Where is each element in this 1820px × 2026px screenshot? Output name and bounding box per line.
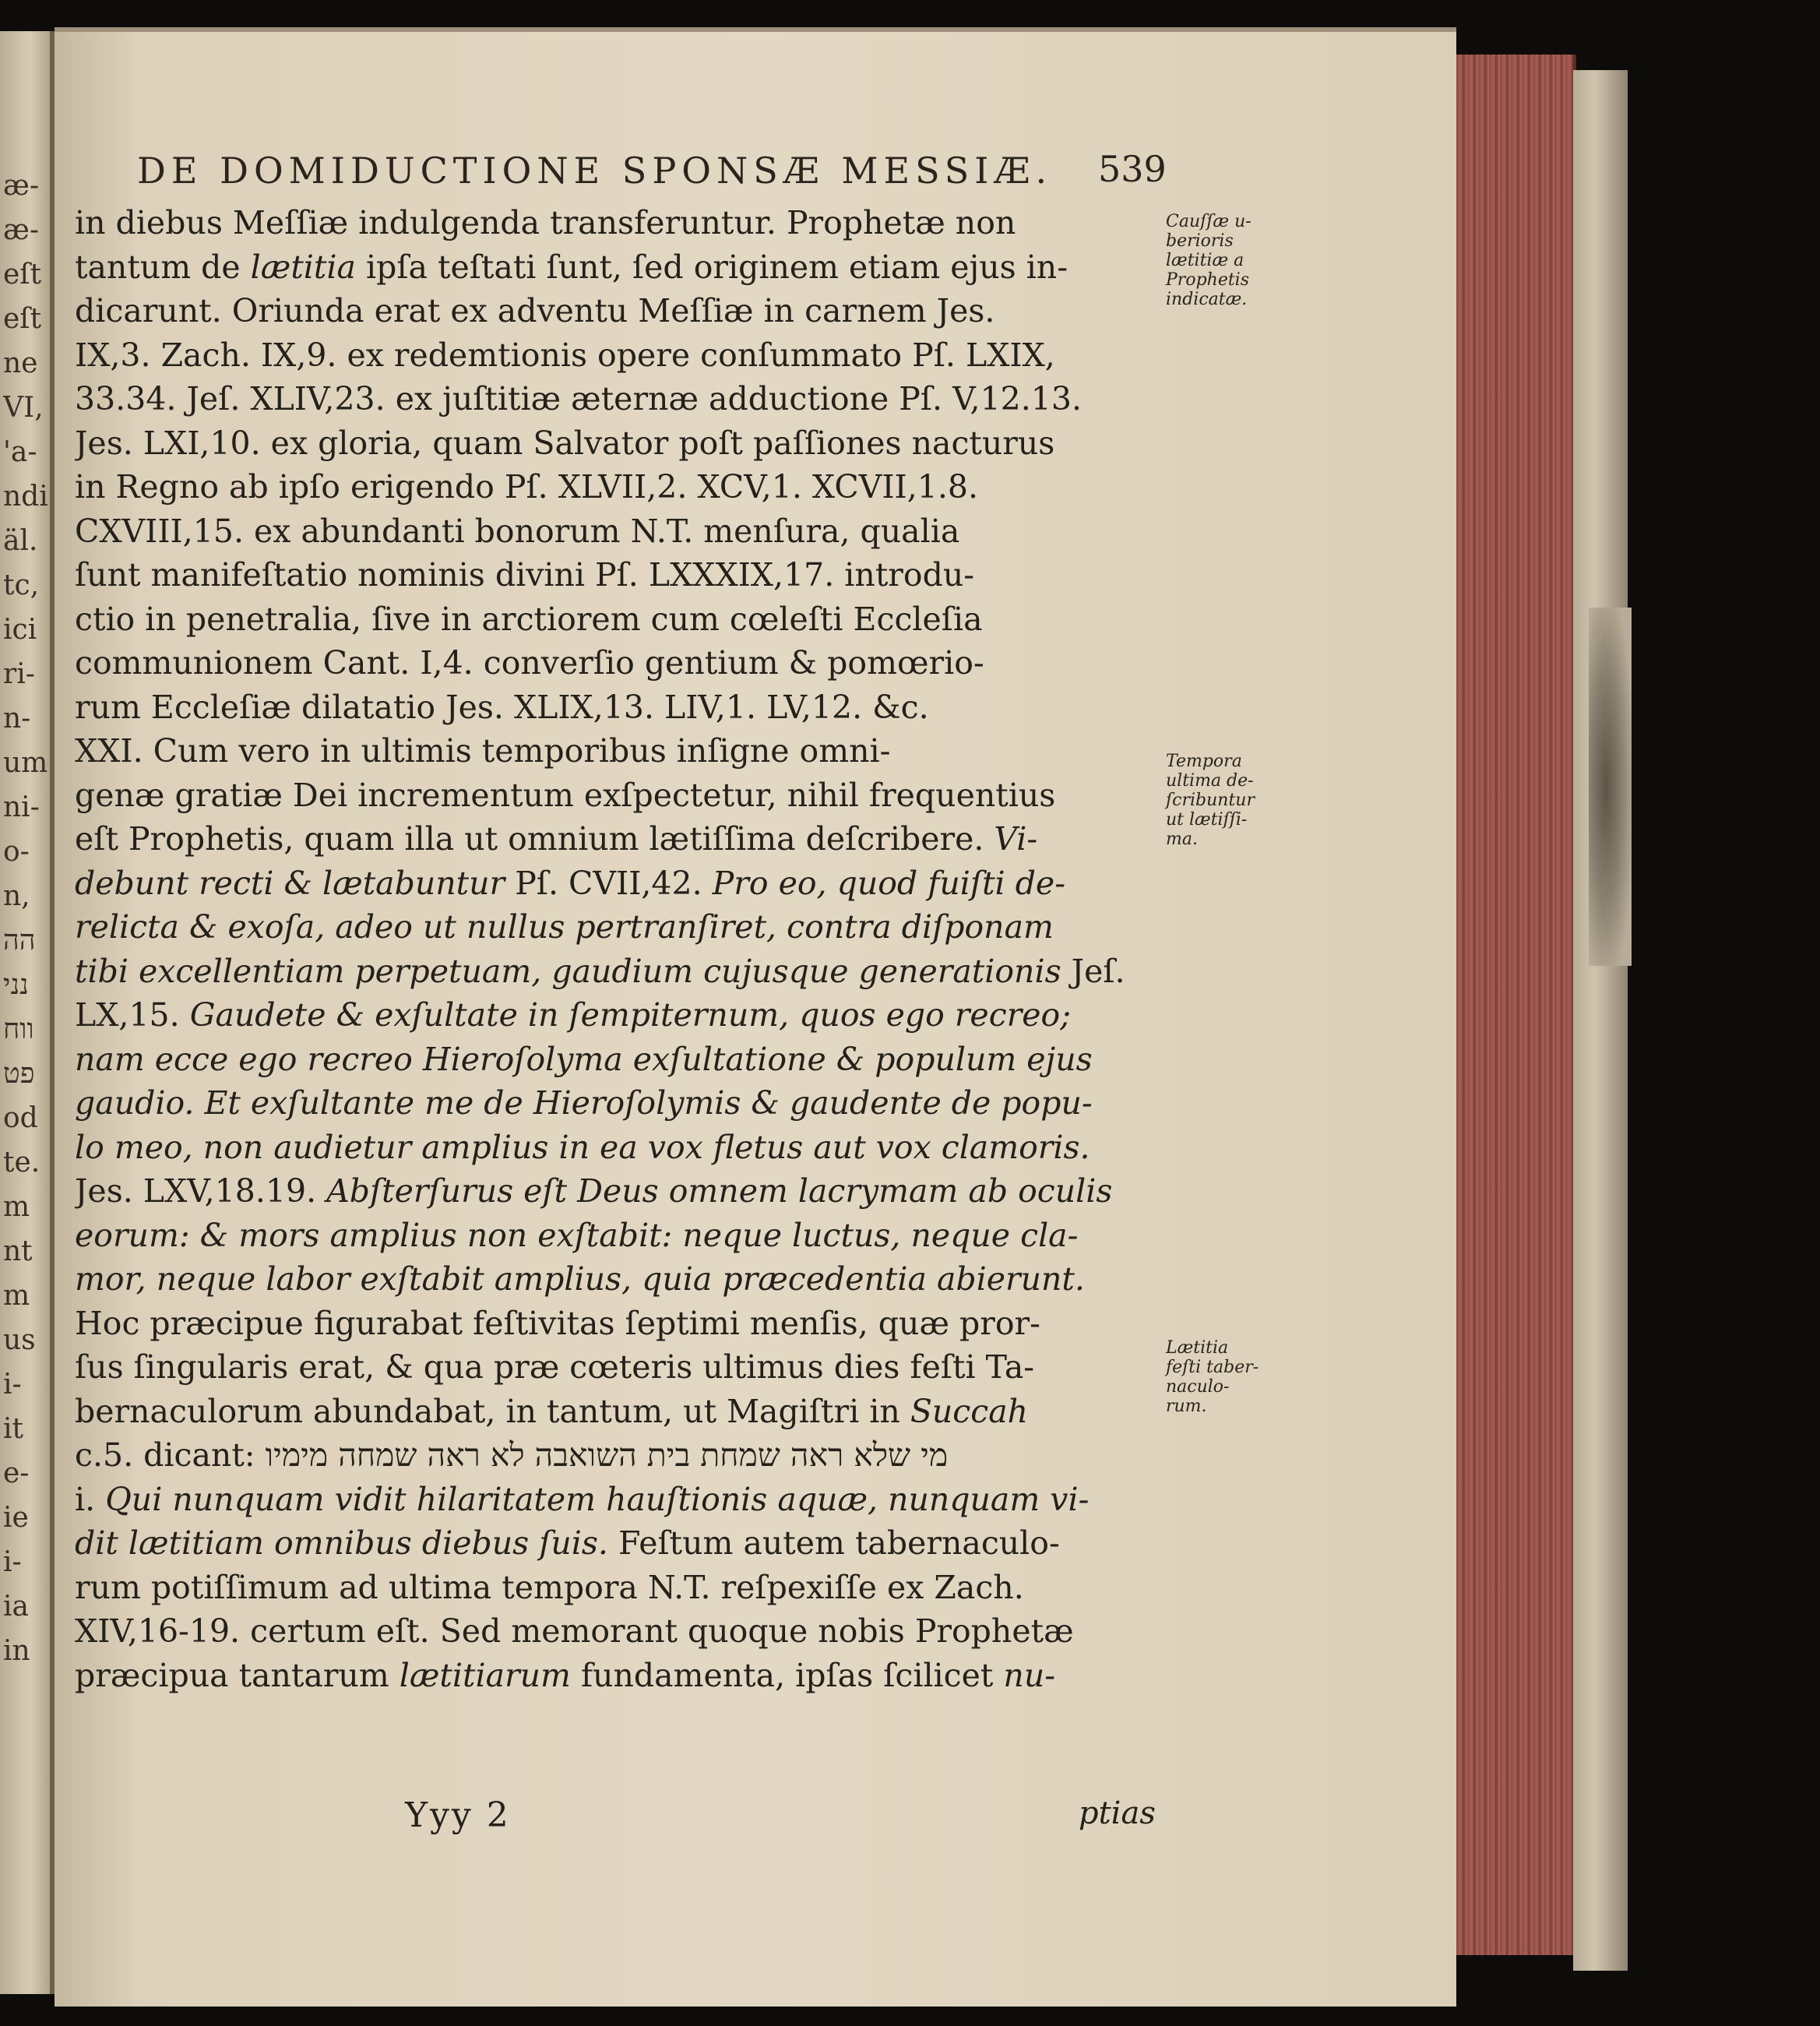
left-page-fragments: [3, 164, 51, 1673]
text-segment: Pro eo, quod fuiſti de-: [712, 864, 1066, 902]
marginal-note-line: ſcribuntur: [1166, 791, 1255, 810]
text-segment: Abſterſurus eſt Deus omnem lacrymam ab oculis: [326, 1172, 1113, 1210]
main-text-block: [75, 201, 1165, 1697]
left-page-fragment: us: [3, 1324, 36, 1356]
text-segment: debunt recti & lætabuntur: [75, 864, 505, 902]
left-page-fragment: VI,: [3, 392, 44, 424]
text-line: [75, 1257, 1165, 1302]
text-line: [75, 905, 1165, 950]
cover-board: [1573, 70, 1628, 1971]
text-line: [75, 1478, 1165, 1522]
left-page-fragment: it: [3, 1413, 23, 1445]
text-line: [75, 1302, 1165, 1346]
marginal-note-line: naculo-: [1166, 1377, 1230, 1397]
marginal-note-line: indicatæ.: [1166, 290, 1248, 309]
signature-mark: Yyy 2: [405, 1795, 511, 1835]
text-line: [75, 817, 1165, 861]
marginal-note-line: Prophetis: [1166, 270, 1250, 290]
text-line: [75, 289, 1165, 333]
left-page-fragment: ndi: [3, 481, 48, 513]
text-segment: IX,3. Zach. IX,9. ex redemtionis opere conſummato Pſ. LXIX,: [75, 336, 1055, 374]
text-line: [75, 993, 1165, 1038]
text-segment: eorum: & mors amplius non exſtabit: neque luctus, neque cla-: [75, 1216, 1079, 1254]
text-line: [75, 1521, 1165, 1566]
text-segment: c.5. dicant:: [75, 1436, 266, 1474]
text-segment: tibi excellentiam perpetuam, gaudium cujusque generationis: [75, 952, 1061, 990]
text-segment: dicarunt. Oriunda erat ex adventu Meſſiæ in carnem Jes.: [75, 292, 995, 329]
text-segment: tantum de: [75, 248, 251, 286]
left-page-fragment: od: [3, 1102, 38, 1134]
text-line: [75, 597, 1165, 642]
text-segment: 33.34. Jeſ. XLIV,23. ex juſtitiæ æternæ adductione Pſ. V,12.13.: [75, 380, 1082, 418]
cover-stain: [1589, 608, 1632, 966]
left-page-fragment: n,: [3, 880, 30, 912]
text-line: [75, 773, 1165, 818]
marginal-note-line: lætitiæ a: [1166, 251, 1244, 270]
text-segment: Feſtum autem tabernaculo-: [607, 1524, 1060, 1562]
text-line: [75, 1169, 1165, 1214]
left-page-fragment: äl.: [3, 525, 38, 557]
left-page-fragment: um: [3, 747, 48, 779]
left-page-fragment: ווח: [3, 1013, 34, 1045]
marginal-note-line: Cauſſæ u-: [1166, 212, 1251, 231]
text-segment: Hoc præcipue figurabat feſtivitas ſeptimi menſis, quæ pror-: [75, 1304, 1040, 1342]
left-page-fragment: m: [3, 1191, 30, 1223]
text-segment: mor, neque labor exſtabit amplius, quia præcedentia abierunt.: [75, 1260, 1085, 1298]
marginal-note-line: Lætitia: [1166, 1338, 1229, 1358]
text-segment: Gaudete & exſultate in ſempiternum, quos ego recreo;: [189, 996, 1072, 1034]
left-page-edge: [0, 31, 55, 1994]
text-segment: dit lætitiam omnibus diebus ſuis.: [75, 1524, 608, 1562]
page-number: 539: [1098, 148, 1167, 190]
text-segment: relicta & exoſa, adeo ut nullus pertranſiret, contra diſponam: [75, 908, 1054, 946]
marginal-note-tempora: [1166, 752, 1298, 849]
left-page-fragment: æ-: [3, 214, 40, 246]
text-segment: lætitiarum: [399, 1656, 571, 1694]
text-segment: præcipua tantarum: [75, 1656, 400, 1694]
text-segment: Qui nunquam vidit hilaritatem hauſtionis aquæ, nunquam vi-: [105, 1480, 1090, 1518]
text-line: [75, 1126, 1165, 1170]
text-segment: genæ gratiæ Dei incrementum exſpectetur, nihil frequentius: [75, 776, 1056, 814]
text-segment: nu-: [1003, 1656, 1056, 1694]
text-segment: lo meo, non audietur amplius in ea vox fletus aut vox clamoris.: [75, 1128, 1090, 1166]
marginal-note-line: feſti taber-: [1166, 1358, 1259, 1377]
text-line: [75, 1609, 1165, 1654]
marginal-note-line: ultima de-: [1166, 771, 1254, 791]
marginal-note-causes: [1166, 212, 1298, 309]
text-line: [75, 201, 1165, 245]
page-block-fore-edge: [1456, 55, 1576, 1955]
text-line: [75, 245, 1165, 290]
text-segment: nam ecce ego recreo Hieroſolyma exſultatione & populum ejus: [75, 1040, 1093, 1078]
left-page-fragment: 'a-: [3, 436, 37, 468]
text-line: [75, 1345, 1165, 1390]
text-segment: ctio in penetralia, ſive in arctiorem cum cœleſti Eccleſia: [75, 600, 983, 638]
text-line: [75, 1433, 1165, 1478]
text-segment: XIV,16-19. certum eſt. Sed memorant quoque nobis Prophetæ: [75, 1612, 1074, 1650]
marginal-note-line: ma.: [1166, 830, 1198, 849]
text-segment: rum potiſſimum ad ultima tempora N.T. reſpexiſſe ex Zach.: [75, 1568, 1024, 1606]
text-segment: Jeſ.: [1061, 952, 1125, 990]
text-segment: Succah: [910, 1392, 1029, 1430]
text-line: [75, 861, 1165, 906]
left-page-fragment: i-: [3, 1369, 22, 1401]
text-segment: LX,15.: [75, 996, 190, 1034]
catchword: ptias: [1079, 1795, 1156, 1831]
left-page-fragment: eſt: [3, 303, 42, 335]
left-page-fragment: פט: [3, 1058, 35, 1090]
left-page-fragment: te.: [3, 1147, 40, 1179]
text-line: [75, 950, 1165, 994]
marginal-note-line: rum.: [1166, 1397, 1207, 1416]
hebrew-quote: מי שלא ראה שמחת בית השואבה לא ראה שמחה מימיו: [265, 1436, 949, 1474]
text-line: [75, 729, 1165, 773]
left-page-fragment: ie: [3, 1502, 29, 1534]
marginal-note-laetitia: [1166, 1338, 1298, 1416]
left-page-fragment: נני: [3, 969, 29, 1001]
text-line: [75, 1214, 1165, 1258]
text-segment: ſus ſingularis erat, & qua præ cœteris ultimus dies feſti Ta-: [75, 1348, 1035, 1386]
text-line: [75, 1654, 1165, 1698]
marginal-note-line: ut lætiſſi-: [1166, 810, 1248, 830]
text-segment: in diebus Meſſiæ indulgenda transferuntur. Prophetæ non: [75, 204, 1016, 241]
left-page-fragment: n-: [3, 703, 31, 735]
text-segment: ipſa teſtati ſunt, ſed originem etiam ejus in-: [355, 248, 1068, 286]
text-line: [75, 685, 1165, 730]
text-segment: fundamenta, ipſas ſcilicet: [570, 1656, 1004, 1694]
running-head: DE DOMIDUCTIONE SPONSÆ MESSIÆ.: [137, 150, 1053, 192]
text-segment: Vi-: [994, 820, 1038, 858]
left-page-fragment: i-: [3, 1546, 22, 1578]
left-page-fragment: ni-: [3, 791, 40, 823]
text-line: [75, 377, 1165, 421]
text-segment: CXVIII,15. ex abundanti bonorum N.T. menſura, qualia: [75, 512, 960, 550]
text-line: [75, 465, 1165, 509]
left-page-fragment: הה: [3, 925, 36, 957]
text-segment: rum Eccleſiæ dilatatio Jes. XLIX,13. LIV,1. LV,12. &c.: [75, 688, 929, 726]
left-page-fragment: m: [3, 1280, 30, 1312]
text-line: [75, 553, 1165, 597]
text-segment: communionem Cant. I,4. converſio gentium & pomœrio-: [75, 644, 984, 682]
text-line: [75, 1081, 1165, 1126]
left-page-fragment: in: [3, 1635, 30, 1667]
marginal-note-line: berioris: [1166, 231, 1234, 251]
marginal-note-line: Tempora: [1166, 752, 1242, 771]
text-line: [75, 333, 1165, 378]
text-segment: in Regno ab ipſo erigendo Pſ. XLVII,2. XCV,1. XCVII,1.8.: [75, 468, 979, 506]
left-page-fragment: ne: [3, 347, 38, 379]
text-line: [75, 421, 1165, 466]
left-page-fragment: ici: [3, 614, 37, 646]
text-line: [75, 641, 1165, 685]
text-segment: bernaculorum abundabat, in tantum, ut Magiſtri in: [75, 1392, 910, 1430]
left-page-fragment: tc,: [3, 569, 40, 601]
text-segment: ſunt manifeſtatio nominis divini Pſ. LXXXIX,17. introdu-: [75, 556, 975, 594]
text-segment: gaudio. Et exſultante me de Hieroſolymis & gaudente de popu-: [75, 1084, 1093, 1122]
left-page-fragment: ri-: [3, 658, 35, 690]
text-line: [75, 1566, 1165, 1610]
left-page-fragment: o-: [3, 836, 30, 868]
text-segment: Jes. LXV,18.19.: [75, 1172, 327, 1210]
text-segment: Jes. LXI,10. ex gloria, quam Salvator poſt paſſiones nacturus: [75, 424, 1055, 462]
text-segment: lætitia: [250, 248, 356, 286]
text-line: [75, 1390, 1165, 1434]
left-page-fragment: e-: [3, 1457, 30, 1489]
text-segment: i.: [75, 1480, 106, 1518]
text-segment: XXI. Cum vero in ultimis temporibus inſigne omni-: [75, 732, 891, 770]
text-line: [75, 1038, 1165, 1082]
text-line: [75, 509, 1165, 554]
left-page-fragment: eſt: [3, 259, 42, 291]
left-page-fragment: ia: [3, 1591, 29, 1623]
left-page-fragment: æ-: [3, 170, 40, 202]
left-page-fragment: nt: [3, 1235, 33, 1267]
text-segment: eſt Prophetis, quam illa ut omnium lætiſſima deſcribere.: [75, 820, 994, 858]
text-segment: Pſ. CVII,42.: [505, 864, 713, 902]
